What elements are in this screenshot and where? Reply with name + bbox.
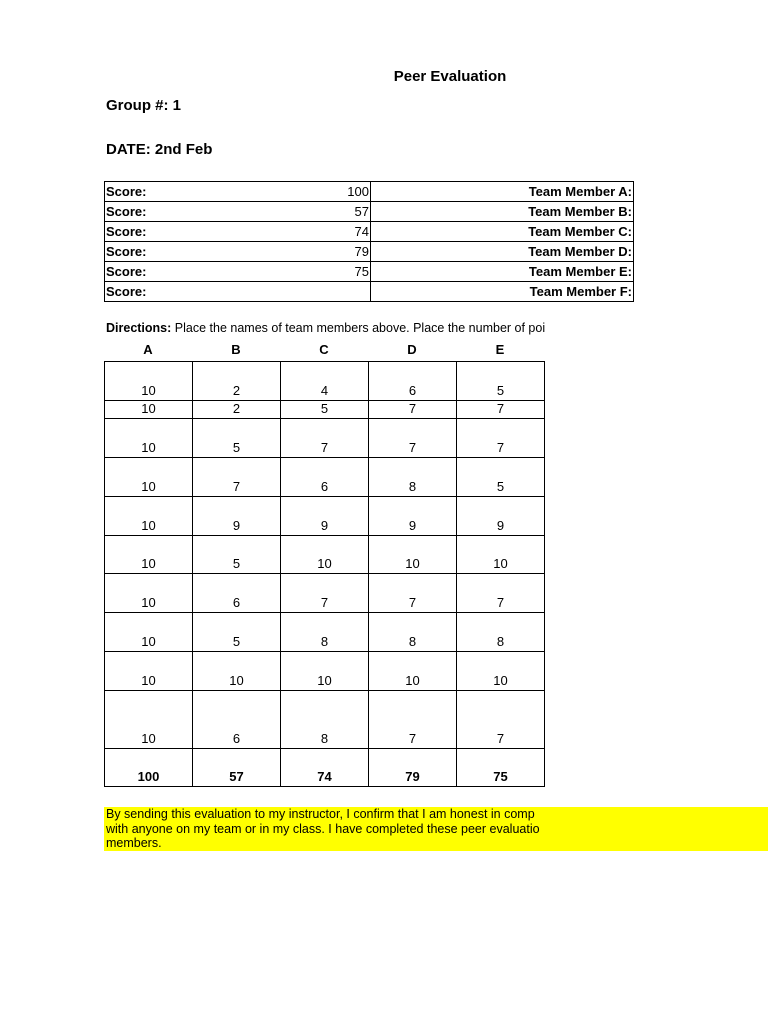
points-cell[interactable]: 6	[193, 691, 281, 749]
score-row	[105, 282, 634, 302]
score-row	[105, 222, 634, 242]
score-summary-table	[104, 181, 634, 302]
points-cell[interactable]: 10	[105, 613, 193, 652]
score-label: Score:	[105, 202, 283, 222]
score-label: Score:	[105, 182, 283, 202]
points-cell[interactable]: 10	[281, 536, 369, 574]
total-cell: 100	[105, 749, 193, 787]
points-cell[interactable]: 7	[369, 574, 457, 613]
score-value[interactable]: 79	[282, 242, 371, 262]
team-member-label: Team Member B:	[371, 202, 634, 222]
points-cell[interactable]: 7	[457, 401, 545, 419]
total-cell: 57	[193, 749, 281, 787]
points-cell[interactable]: 7	[281, 574, 369, 613]
points-cell[interactable]: 10	[105, 458, 193, 497]
points-cell[interactable]: 5	[193, 419, 281, 458]
grid-row	[105, 401, 545, 419]
grid-row	[105, 362, 545, 401]
points-cell[interactable]: 8	[457, 613, 545, 652]
points-cell[interactable]: 8	[369, 613, 457, 652]
points-cell[interactable]: 10	[105, 419, 193, 458]
points-cell[interactable]: 9	[193, 497, 281, 536]
total-cell: 74	[281, 749, 369, 787]
team-member-label: Team Member A:	[371, 182, 634, 202]
grid-row	[105, 691, 545, 749]
column-header: E	[495, 342, 505, 357]
grid-row	[105, 652, 545, 691]
points-cell[interactable]: 5	[457, 362, 545, 401]
points-cell[interactable]: 10	[105, 574, 193, 613]
points-cell[interactable]: 10	[105, 497, 193, 536]
total-cell: 79	[369, 749, 457, 787]
points-cell[interactable]: 8	[281, 613, 369, 652]
directions-label: Directions:	[106, 321, 172, 335]
points-grid	[104, 361, 545, 787]
points-cell[interactable]: 10	[105, 401, 193, 419]
points-cell[interactable]: 7	[193, 458, 281, 497]
confirmation-banner	[104, 807, 768, 851]
column-header: A	[143, 342, 153, 357]
grid-row	[105, 574, 545, 613]
points-cell[interactable]: 7	[369, 419, 457, 458]
points-cell[interactable]: 6	[193, 574, 281, 613]
points-cell[interactable]: 4	[281, 362, 369, 401]
grid-row	[105, 419, 545, 458]
points-cell[interactable]: 10	[105, 362, 193, 401]
page-title: Peer Evaluation	[393, 68, 507, 85]
points-cell[interactable]: 10	[105, 536, 193, 574]
points-cell[interactable]: 7	[281, 419, 369, 458]
points-cell[interactable]: 7	[369, 691, 457, 749]
points-cell[interactable]: 9	[281, 497, 369, 536]
points-cell[interactable]: 10	[369, 536, 457, 574]
score-value[interactable]: 74	[282, 222, 371, 242]
column-header: C	[319, 342, 329, 357]
score-row	[105, 262, 634, 282]
score-value[interactable]: 75	[282, 262, 371, 282]
grid-row	[105, 458, 545, 497]
score-label: Score:	[105, 262, 283, 282]
team-member-label: Team Member D:	[371, 242, 634, 262]
evaluation-date: DATE: 2nd Feb	[106, 141, 213, 158]
grid-column-headers	[104, 342, 544, 357]
grid-row	[105, 536, 545, 574]
points-cell[interactable]: 10	[105, 652, 193, 691]
score-label: Score:	[105, 242, 283, 262]
confirmation-line-2: with anyone on my team or in my class. I have completed these peer evaluatio	[106, 821, 540, 836]
points-cell[interactable]: 10	[457, 536, 545, 574]
score-label: Score:	[105, 282, 283, 302]
points-cell[interactable]: 5	[281, 401, 369, 419]
points-cell[interactable]: 10	[457, 652, 545, 691]
points-cell[interactable]: 7	[457, 419, 545, 458]
score-row	[105, 182, 634, 202]
points-cell[interactable]: 5	[457, 458, 545, 497]
confirmation-line-1: By sending this evaluation to my instructor, I confirm that I am honest in comp	[106, 807, 535, 821]
points-cell[interactable]: 7	[369, 401, 457, 419]
score-label: Score:	[105, 222, 283, 242]
totals-row	[105, 749, 545, 787]
points-cell[interactable]: 10	[369, 652, 457, 691]
grid-row	[105, 497, 545, 536]
points-cell[interactable]: 6	[281, 458, 369, 497]
group-number: Group #: 1	[106, 97, 182, 114]
score-value[interactable]	[282, 282, 371, 302]
points-cell[interactable]: 2	[193, 362, 281, 401]
points-cell[interactable]: 9	[369, 497, 457, 536]
directions-text	[106, 321, 546, 339]
points-cell[interactable]: 10	[105, 691, 193, 749]
grid-row	[105, 613, 545, 652]
team-member-label: Team Member F:	[371, 282, 634, 302]
points-cell[interactable]: 10	[281, 652, 369, 691]
points-cell[interactable]: 2	[193, 401, 281, 419]
points-cell[interactable]: 10	[193, 652, 281, 691]
points-cell[interactable]: 6	[369, 362, 457, 401]
points-cell[interactable]: 9	[457, 497, 545, 536]
score-value[interactable]: 100	[282, 182, 371, 202]
column-header: B	[231, 342, 241, 357]
score-row	[105, 202, 634, 222]
total-cell: 75	[457, 749, 545, 787]
points-cell[interactable]: 7	[457, 574, 545, 613]
points-cell[interactable]: 8	[369, 458, 457, 497]
team-member-label: Team Member C:	[371, 222, 634, 242]
score-row	[105, 242, 634, 262]
points-cell[interactable]: 5	[193, 613, 281, 652]
column-header: D	[407, 342, 417, 357]
confirmation-line-3: members.	[106, 836, 162, 850]
directions-body: Place the names of team members above. Place the number of poi	[174, 321, 546, 335]
score-value[interactable]: 57	[282, 202, 371, 222]
points-cell[interactable]: 8	[281, 691, 369, 749]
team-member-label: Team Member E:	[371, 262, 634, 282]
points-cell[interactable]: 5	[193, 536, 281, 574]
points-cell[interactable]: 7	[457, 691, 545, 749]
